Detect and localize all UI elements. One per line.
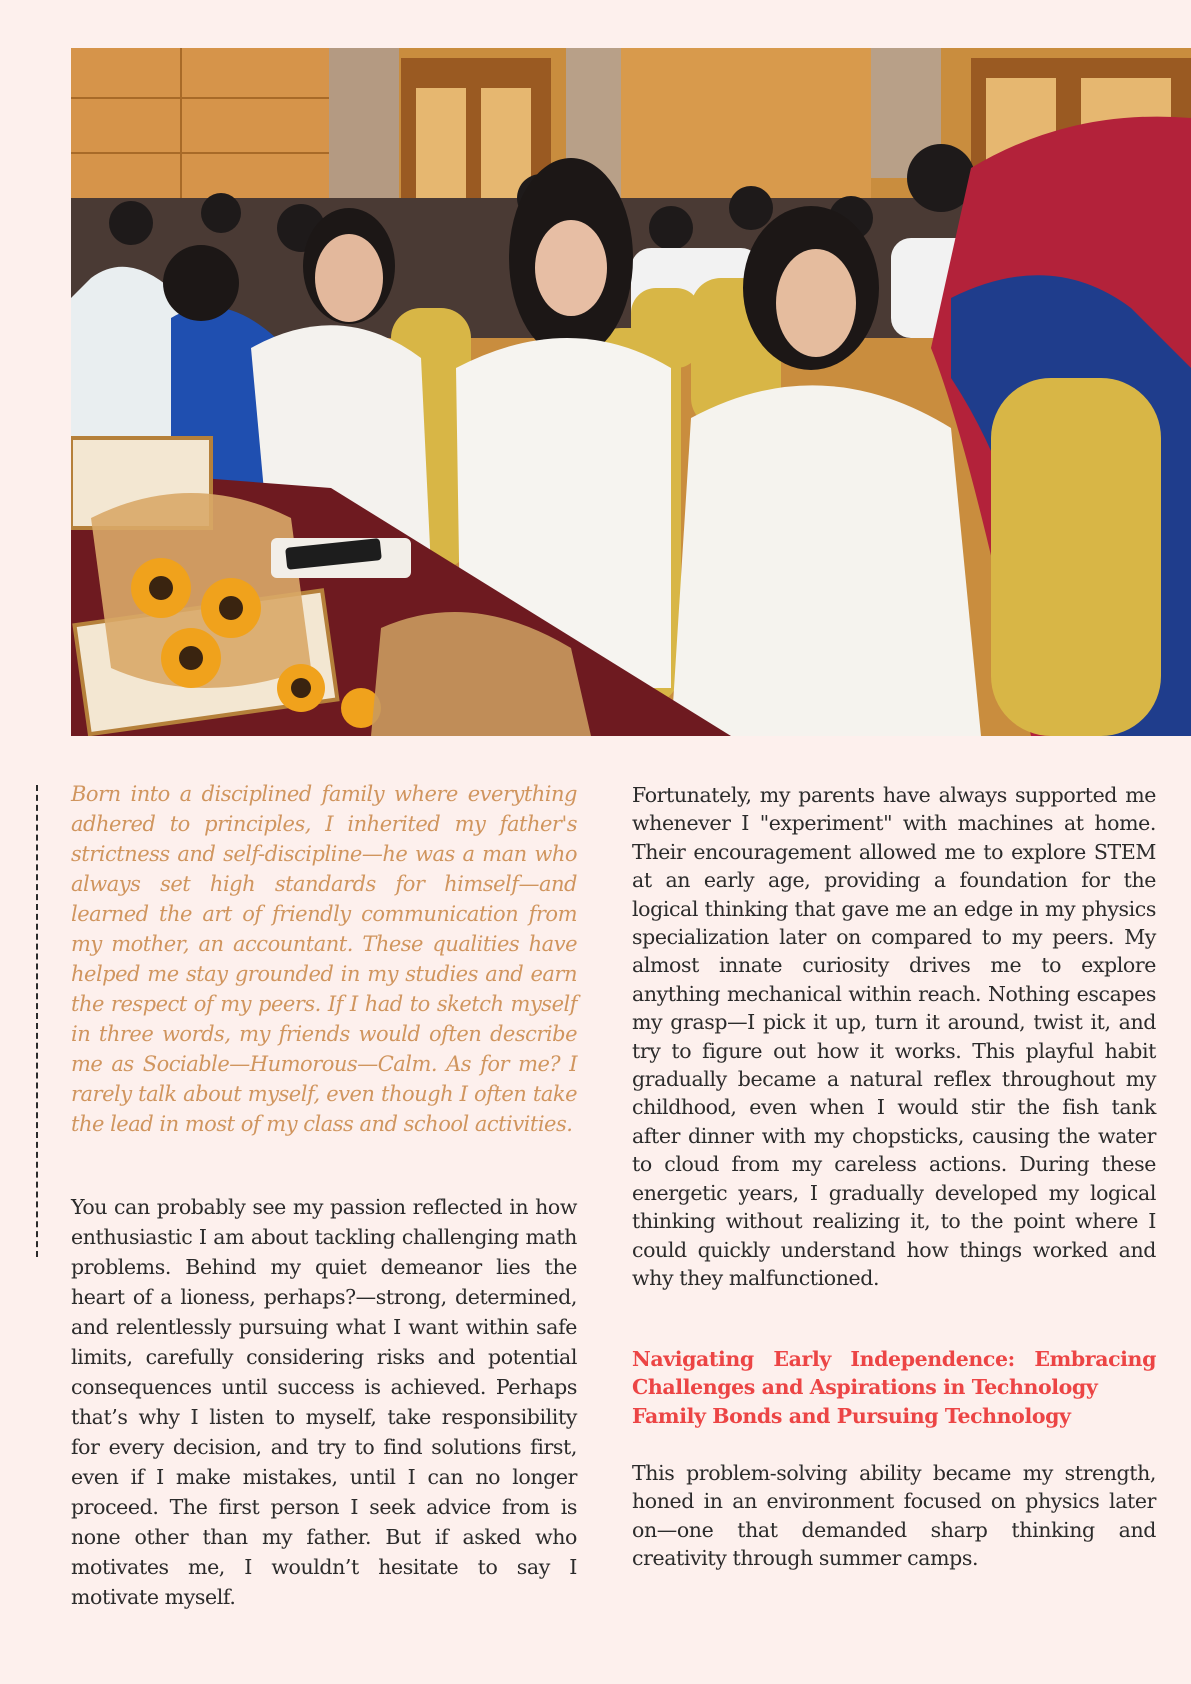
event-photo: [71, 48, 1191, 736]
decorative-dashed-line: [36, 785, 38, 1257]
section-heading: [632, 1345, 1156, 1430]
right-body-paragraph: Fortunately, my parents have always supported me whenever I "experiment" with machines at home. Their encouragement allowed me to explore STEM at an early age, providing a foundation for the logical thinking that gave me an edge in my physics specialization later on compared to my peers. My almost innate curiosity drives me to explore anything mechanical within reach. Nothing escapes my grasp—I pick it up, turn it around, twist it, and try to figure out how it works. This playful habit gradually became a natural reflex throughout my childhood, even when I would stir the fish tank after dinner with my chopsticks, causing the water to cloud from my careless actions. During these energetic years, I gradually developed my logical thinking without realizing it, to the point where I could quickly understand how things worked and why they malfunctioned.: [632, 783, 1156, 1290]
section-heading-line-1: Navigating Early Independence: Embracing Challenges and Aspirations in Technology: [632, 1347, 1156, 1400]
intro-quote: Born into a disciplined family where everything adhered to principles, I inherited my father's strictness and self-discipline—he was a man who always set high standards for himself—and learned the art of friendly communication from my mother, an accountant. These qualities have helped me stay grounded in my studies and earn the respect of my peers. If I had to sketch myself in three words, my friends would often describe me as Sociable—Humorous—Calm. As for me? I rarely talk about myself, even though I often take the lead in most of my class and school activities.: [71, 782, 577, 1136]
left-body-paragraph: You can probably see my passion reflected in how enthusiastic I am about tackling challenging math problems. Behind my quiet demeanor lies the heart of a lioness, perhaps?—strong, determined, and relentlessly pursuing what I want within safe limits, carefully considering risks and potential consequences until success is achieved. Perhaps that’s why I listen to myself, take responsibility for every decision, and try to find solutions first, even if I make mistakes, until I can no longer proceed. The first person I seek advice from is none other than my father. But if asked who motivates me, I wouldn’t hesitate to say I motivate myself.: [71, 1195, 577, 1609]
right-body-paragraph-2: This problem-solving ability became my strength, honed in an environment focused on physics later on—one that demanded sharp thinking and creativity through summer camps.: [632, 1461, 1156, 1571]
section-heading-line-2: Family Bonds and Pursuing Technology: [632, 1403, 1071, 1428]
